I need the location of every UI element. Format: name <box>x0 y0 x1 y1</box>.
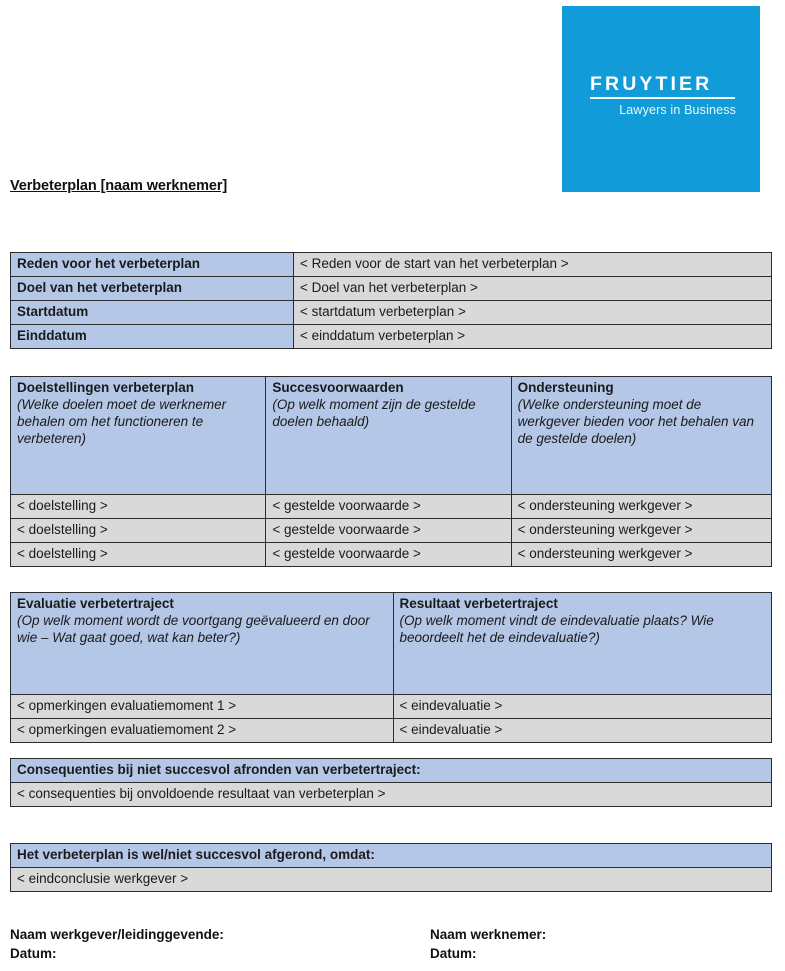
conclusion-value[interactable]: < eindconclusie werkgever > <box>11 868 772 892</box>
cell-evaluation-note[interactable]: < opmerkingen evaluatiemoment 2 > <box>11 719 394 743</box>
employer-name-label: Naam werkgever/leidinggevende: <box>10 927 224 942</box>
table-row <box>11 277 772 301</box>
column-header-goals <box>11 377 266 495</box>
cell-condition[interactable]: < gestelde voorwaarde > <box>266 495 511 519</box>
table-row <box>11 495 772 519</box>
signature-block <box>10 925 772 963</box>
table-row <box>11 543 772 567</box>
table-header-row <box>11 844 772 868</box>
row-label: Einddatum <box>11 325 294 349</box>
cell-goal[interactable]: < doelstelling > <box>11 543 266 567</box>
column-header-title: Evaluatie verbetertraject <box>17 596 174 611</box>
table-consequences <box>10 758 772 807</box>
conclusion-header: Het verbeterplan is wel/niet succesvol afgerond, omdat: <box>11 844 772 868</box>
column-header-title: Doelstellingen verbeterplan <box>17 380 195 395</box>
signature-employer <box>10 925 430 963</box>
table-row <box>11 868 772 892</box>
column-header-subtitle: (Welke ondersteuning moet de werkgever bieden voor het behalen van de gestelde doelen) <box>517 397 755 446</box>
cell-goal[interactable]: < doelstelling > <box>11 495 266 519</box>
row-value[interactable]: < einddatum verbeterplan > <box>294 325 772 349</box>
table-header-row <box>11 759 772 783</box>
cell-final-evaluation[interactable]: < eindevaluatie > <box>393 695 772 719</box>
page-title: Verbeterplan [naam werknemer] <box>10 178 228 194</box>
column-header-result <box>393 593 772 695</box>
cell-final-evaluation[interactable]: < eindevaluatie > <box>393 719 772 743</box>
company-logo <box>562 6 760 192</box>
employee-name-label: Naam werknemer: <box>430 927 547 942</box>
row-label: Doel van het verbeterplan <box>11 277 294 301</box>
table-row <box>11 695 772 719</box>
table-row <box>11 301 772 325</box>
table-header-row <box>11 377 772 495</box>
cell-evaluation-note[interactable]: < opmerkingen evaluatiemoment 1 > <box>11 695 394 719</box>
cell-support[interactable]: < ondersteuning werkgever > <box>511 495 771 519</box>
column-header-success-conditions <box>266 377 511 495</box>
cell-support[interactable]: < ondersteuning werkgever > <box>511 543 771 567</box>
row-value[interactable]: < Reden voor de start van het verbeterplan > <box>294 253 772 277</box>
table-row <box>11 519 772 543</box>
logo-inner <box>590 74 736 117</box>
cell-goal[interactable]: < doelstelling > <box>11 519 266 543</box>
consequences-value[interactable]: < consequenties bij onvoldoende resultaat van verbeterplan > <box>11 783 772 807</box>
table-row <box>11 253 772 277</box>
logo-wordmark: FRUYTIER <box>590 73 713 95</box>
consequences-header: Consequenties bij niet succesvol afronden van verbetertraject: <box>11 759 772 783</box>
column-header-title: Ondersteuning <box>517 380 614 395</box>
table-row <box>11 783 772 807</box>
logo-tagline: Lawyers in Business <box>619 102 736 117</box>
table-row <box>11 719 772 743</box>
cell-support[interactable]: < ondersteuning werkgever > <box>511 519 771 543</box>
row-label: Reden voor het verbeterplan <box>11 253 294 277</box>
column-header-subtitle: (Op welk moment zijn de gestelde doelen behaald) <box>272 397 476 429</box>
logo-divider-rule <box>590 97 735 99</box>
column-header-subtitle: (Op welk moment vindt de eindevaluatie plaats? Wie beoordeelt het de eindevaluatie?) <box>399 613 714 645</box>
row-value[interactable]: < Doel van het verbeterplan > <box>294 277 772 301</box>
row-value[interactable]: < startdatum verbeterplan > <box>294 301 772 325</box>
cell-condition[interactable]: < gestelde voorwaarde > <box>266 519 511 543</box>
column-header-support <box>511 377 771 495</box>
column-header-title: Succesvoorwaarden <box>272 380 404 395</box>
column-header-subtitle: (Op welk moment wordt de voortgang geëvalueerd en door wie – Wat gaat goed, wat kan beter?) <box>17 613 370 645</box>
table-evaluation <box>10 592 772 743</box>
table-row <box>11 325 772 349</box>
row-label: Startdatum <box>11 301 294 325</box>
table-conclusion <box>10 843 772 892</box>
cell-condition[interactable]: < gestelde voorwaarde > <box>266 543 511 567</box>
signature-employee <box>430 925 760 963</box>
column-header-title: Resultaat verbetertraject <box>399 596 558 611</box>
employer-date-label: Datum: <box>10 946 57 962</box>
column-header-evaluation <box>11 593 394 695</box>
employee-date-label: Datum: <box>430 946 477 962</box>
column-header-subtitle: (Welke doelen moet de werknemer behalen om het functioneren te verbeteren) <box>17 397 227 446</box>
table-reason-for-plan <box>10 252 772 349</box>
table-goals <box>10 376 772 567</box>
table-header-row <box>11 593 772 695</box>
